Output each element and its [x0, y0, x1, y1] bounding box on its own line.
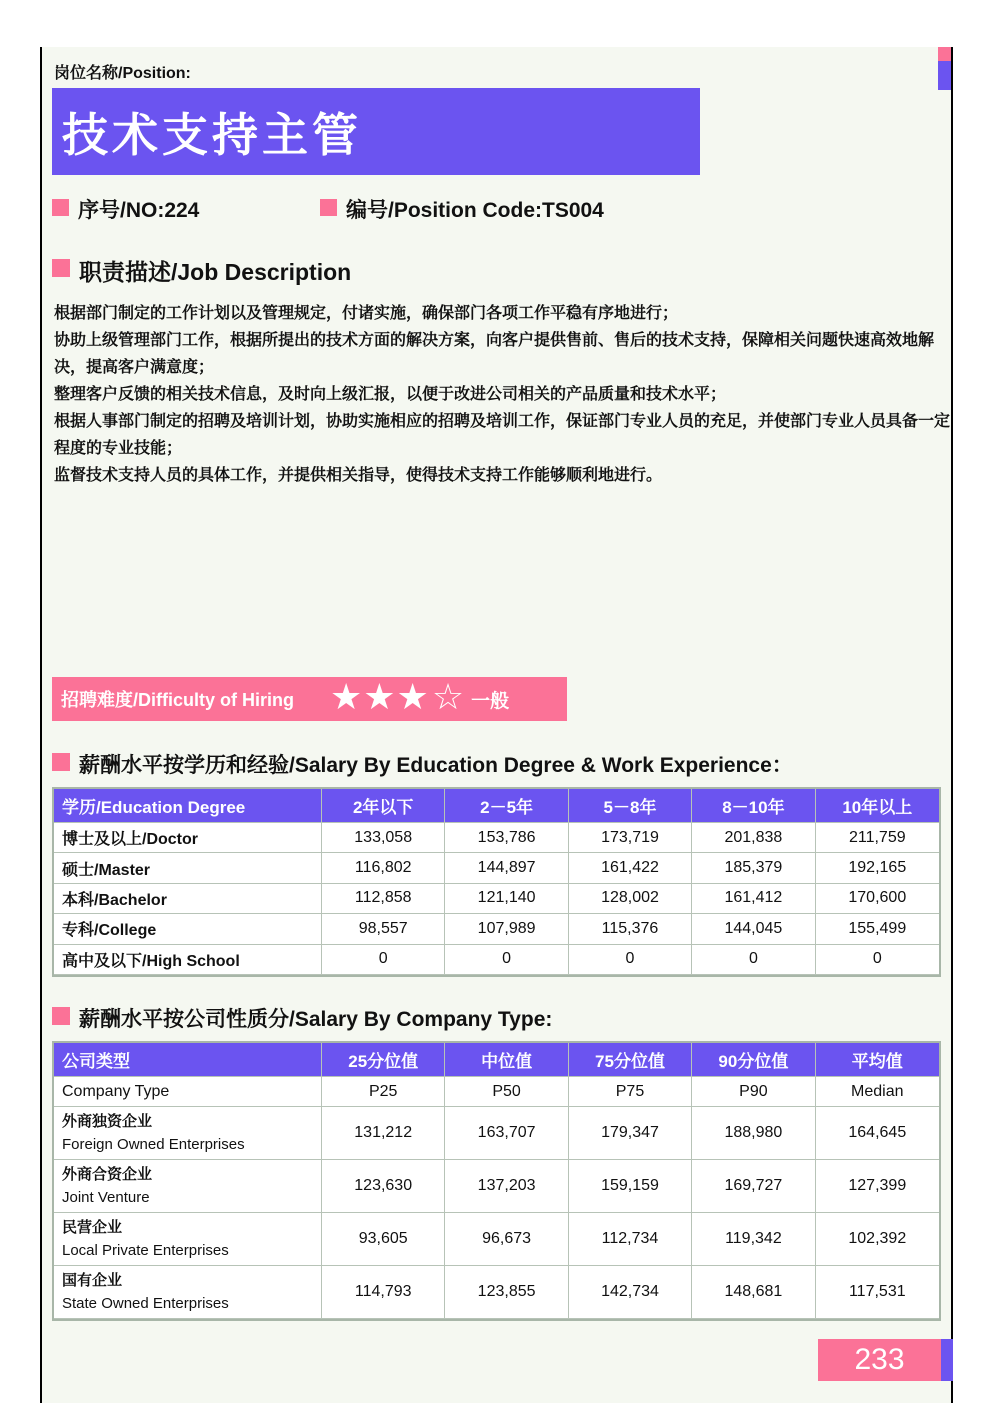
company-row-label [54, 1266, 322, 1319]
corner-tab-pink [938, 47, 951, 61]
jd-bullet-icon [52, 259, 70, 277]
salary-education-heading: 薪酬水平按学历和经验/Salary By Education Degree & Work Experience： [79, 754, 793, 777]
salary-cell: 142,734 [569, 1266, 692, 1319]
salary-education-bullet-icon [52, 753, 70, 771]
no-bullet-icon [52, 199, 69, 216]
salary-cell: 144,045 [692, 914, 815, 944]
company-col-header: 公司类型 [54, 1043, 322, 1077]
jd-paragraph: 协助上级管理部门工作，根据所提出的技术方面的解决方案，向客户提供售前、售后的技术支持，保障相关问题快速高效地解决，提高客户满意度； [54, 332, 935, 376]
salary-cell: 0 [445, 945, 568, 975]
edu-row-label: 专科/College [54, 914, 322, 944]
company-label-en: Foreign Owned Enterprises [62, 1136, 245, 1153]
page-number-accent [941, 1339, 953, 1381]
edu-col-header: 学历/Education Degree [54, 789, 322, 823]
edu-row-label: 本科/Bachelor [54, 884, 322, 914]
salary-cell: 121,140 [445, 884, 568, 914]
salary-cell: 127,399 [816, 1160, 939, 1213]
salary-cell: 116,802 [322, 853, 445, 883]
corner-tab-purple [938, 61, 951, 90]
company-label-en: Joint Venture [62, 1189, 150, 1206]
edu-row-label: 博士及以上/Doctor [54, 823, 322, 853]
salary-cell: 93,605 [322, 1213, 445, 1266]
company-label-zh: 国有企业 [62, 1272, 123, 1289]
salary-cell: 169,727 [692, 1160, 815, 1213]
company-col-header: 平均值 [816, 1043, 939, 1077]
position-title-banner [52, 88, 700, 175]
jd-paragraph: 根据部门制定的工作计划以及管理规定，付诸实施，确保部门各项工作平稳有序地进行； [54, 305, 679, 322]
salary-cell: 0 [322, 945, 445, 975]
edu-col-header: 10年以上 [816, 789, 939, 823]
salary-cell: 173,719 [569, 823, 692, 853]
salary-cell: 117,531 [816, 1266, 939, 1319]
company-col-header: 75分位值 [569, 1043, 692, 1077]
company-row-label [54, 1213, 322, 1266]
company-label-zh: 外商独资企业 [62, 1113, 153, 1130]
company-col-header: 中位值 [445, 1043, 568, 1077]
salary-cell: 102,392 [816, 1213, 939, 1266]
job-description-heading: 职责描述/Job Description [79, 259, 352, 285]
salary-cell: 161,412 [692, 884, 815, 914]
edu-col-header: 2年以下 [322, 789, 445, 823]
edu-row-label: 高中及以下/High School [54, 945, 322, 975]
salary-by-education-table [52, 787, 941, 977]
company-row-label [54, 1107, 322, 1160]
salary-cell: 188,980 [692, 1107, 815, 1160]
position-code: 编号/Position Code:TS004 [346, 199, 604, 222]
salary-cell: 148,681 [692, 1266, 815, 1319]
company-label-en: Local Private Enterprises [62, 1242, 229, 1259]
company-row-label [54, 1160, 322, 1213]
percentile-cell: P25 [322, 1077, 445, 1107]
company-col-header: 90分位值 [692, 1043, 815, 1077]
salary-cell: 119,342 [692, 1213, 815, 1266]
salary-cell: 179,347 [569, 1107, 692, 1160]
job-description-text [54, 300, 951, 489]
edu-row-label: 硕士/Master [54, 853, 322, 883]
salary-cell: 115,376 [569, 914, 692, 944]
star-empty-icon: ☆ [431, 676, 466, 717]
salary-cell: 164,645 [816, 1107, 939, 1160]
company-col-header: 25分位值 [322, 1043, 445, 1077]
difficulty-label: 招聘难度/Difficulty of Hiring [61, 690, 294, 710]
salary-cell: 0 [816, 945, 939, 975]
salary-cell: 98,557 [322, 914, 445, 944]
salary-cell: 161,422 [569, 853, 692, 883]
percentile-cell: P90 [692, 1077, 815, 1107]
company-label-zh: 民营企业 [62, 1219, 123, 1236]
position-title: 技术支持主管 [62, 108, 362, 161]
salary-cell: 112,858 [322, 884, 445, 914]
salary-cell: 201,838 [692, 823, 815, 853]
page-number-box [818, 1339, 941, 1381]
code-bullet-icon [320, 199, 337, 216]
company-label-zh: 外商合资企业 [62, 1166, 153, 1183]
salary-cell: 192,165 [816, 853, 939, 883]
difficulty-of-hiring-banner [52, 677, 567, 721]
salary-cell: 0 [692, 945, 815, 975]
salary-cell: 131,212 [322, 1107, 445, 1160]
difficulty-rating: 一般 [471, 690, 510, 712]
salary-company-heading: 薪酬水平按公司性质分/Salary By Company Type: [79, 1008, 553, 1031]
edu-col-header: 2－5年 [445, 789, 568, 823]
jd-paragraph: 监督技术支持人员的具体工作，并提供相关指导，使得技术支持工作能够顺利地进行。 [54, 467, 663, 484]
salary-company-bullet-icon [52, 1007, 70, 1025]
percentile-cell: P75 [569, 1077, 692, 1107]
salary-cell: 137,203 [445, 1160, 568, 1213]
salary-cell: 128,002 [569, 884, 692, 914]
report-page [40, 47, 953, 1403]
salary-cell: 112,734 [569, 1213, 692, 1266]
position-no: 序号/NO:224 [78, 199, 200, 222]
jd-paragraph: 整理客户反馈的相关技术信息，及时向上级汇报，以便于改进公司相关的产品质量和技术水平； [54, 386, 727, 403]
salary-cell: 114,793 [322, 1266, 445, 1319]
percentile-cell: P50 [445, 1077, 568, 1107]
page-number: 233 [854, 1343, 905, 1376]
salary-cell: 107,989 [445, 914, 568, 944]
position-field-label: 岗位名称/Position: [54, 65, 191, 82]
salary-cell: 144,897 [445, 853, 568, 883]
salary-cell: 170,600 [816, 884, 939, 914]
edu-col-header: 5－8年 [569, 789, 692, 823]
salary-cell: 123,630 [322, 1160, 445, 1213]
salary-cell: 155,499 [816, 914, 939, 944]
salary-cell: 123,855 [445, 1266, 568, 1319]
salary-by-company-table [52, 1041, 941, 1321]
salary-cell: 153,786 [445, 823, 568, 853]
percentile-cell: Median [816, 1077, 939, 1107]
company-label-en: State Owned Enterprises [62, 1295, 229, 1312]
salary-cell: 211,759 [816, 823, 939, 853]
salary-cell: 0 [569, 945, 692, 975]
salary-cell: 133,058 [322, 823, 445, 853]
salary-cell: 159,159 [569, 1160, 692, 1213]
edu-col-header: 8－10年 [692, 789, 815, 823]
star-filled-icons: ★★★ [330, 676, 430, 717]
salary-cell: 96,673 [445, 1213, 568, 1266]
salary-cell: 185,379 [692, 853, 815, 883]
company-subheader-label: Company Type [54, 1077, 322, 1107]
jd-paragraph: 根据人事部门制定的招聘及培训计划，协助实施相应的招聘及培训工作，保证部门专业人员的充足，并使部门专业人员具备一定程度的专业技能； [54, 413, 951, 457]
salary-cell: 163,707 [445, 1107, 568, 1160]
